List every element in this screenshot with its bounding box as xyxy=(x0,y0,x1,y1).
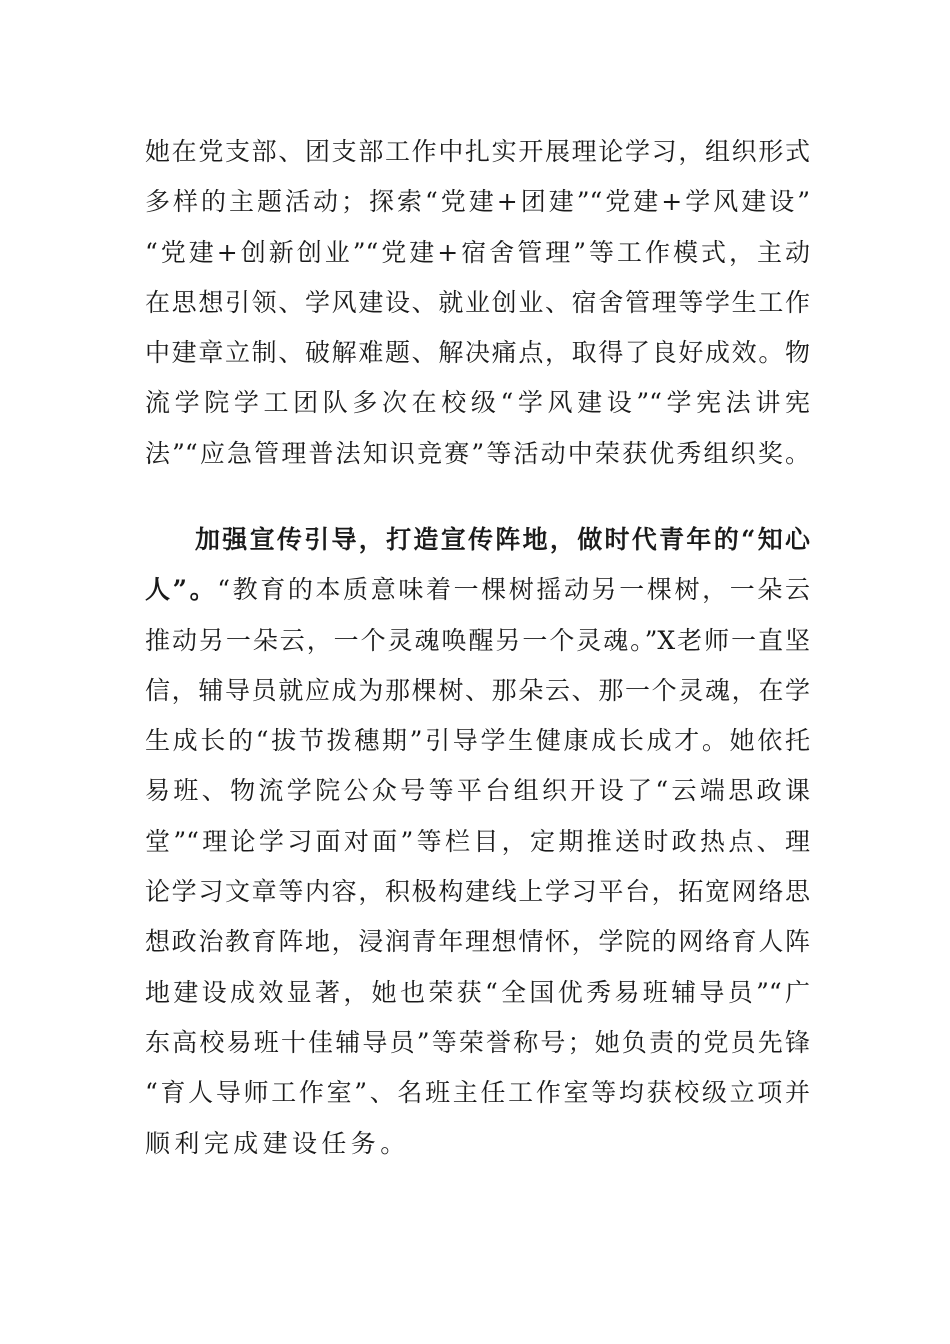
paragraph-heading: 加强宣传引导，打造宣传阵地，做时代青年的“知心 xyxy=(195,525,810,554)
paragraph-line: “育人导师工作室”、名班主任工作室等均获校级立项并 xyxy=(145,1078,810,1108)
paragraph-line: 论学习文章等内容，积极构建线上学习平台，拓宽网络思 xyxy=(145,877,810,907)
paragraph-line: 想政治教育阵地，浸润青年理想情怀，学院的网络育人阵 xyxy=(145,927,810,957)
paragraph-line: 中建章立制、破解难题、解决痛点，取得了良好成效。物 xyxy=(145,338,810,368)
paragraph-heading-end: 人”。 xyxy=(145,575,218,605)
paragraph-line: 地建设成效显著，她也荣获“全国优秀易班辅导员”“广 xyxy=(145,977,810,1007)
paragraph-line: 信，辅导员就应成为那棵树、那朵云、那一个灵魂，在学 xyxy=(145,675,810,705)
paragraph-line: 顺利完成建设任务。 xyxy=(145,1128,410,1158)
paragraph-line: 堂”“理论学习面对面”等栏目，定期推送时政热点、理 xyxy=(145,826,810,856)
quote-text: “教育的本质意味着一棵树摇动另一棵树，一朵云 xyxy=(217,575,810,605)
paragraph-line: 她在党支部、团支部工作中扎实开展理论学习，组织形式 xyxy=(145,137,810,166)
paragraph-line: 法”“应急管理普法知识竞赛”等活动中荣获优秀组织奖。 xyxy=(145,438,810,468)
paragraph-line: 东高校易班十佳辅导员”等荣誉称号；她负责的党员先锋 xyxy=(145,1027,810,1057)
paragraph-line xyxy=(145,565,810,615)
paragraph-line: “党建+创新创业”“党建+宿舍管理”等工作模式，主动 xyxy=(145,237,810,267)
paragraph-line: 生成长的“拔节拨穗期”引导学生健康成长成才。她依托 xyxy=(145,726,810,756)
paragraph-publicity xyxy=(145,515,810,1169)
paragraph-line: 易班、物流学院公众号等平台组织开设了“云端思政课 xyxy=(145,776,810,806)
paragraph-line: 多样的主题活动；探索“党建+团建”“党建+学风建设” xyxy=(145,187,810,217)
paragraph-party-work xyxy=(145,127,810,479)
paragraph-line: 推动另一朵云，一个灵魂唤醒另一个灵魂。”X老师一直坚 xyxy=(145,625,810,655)
paragraph-line: 在思想引领、学风建设、就业创业、宿舍管理等学生工作 xyxy=(145,287,810,317)
paragraph-line: 流学院学工团队多次在校级“学风建设”“学宪法讲宪 xyxy=(145,388,810,418)
